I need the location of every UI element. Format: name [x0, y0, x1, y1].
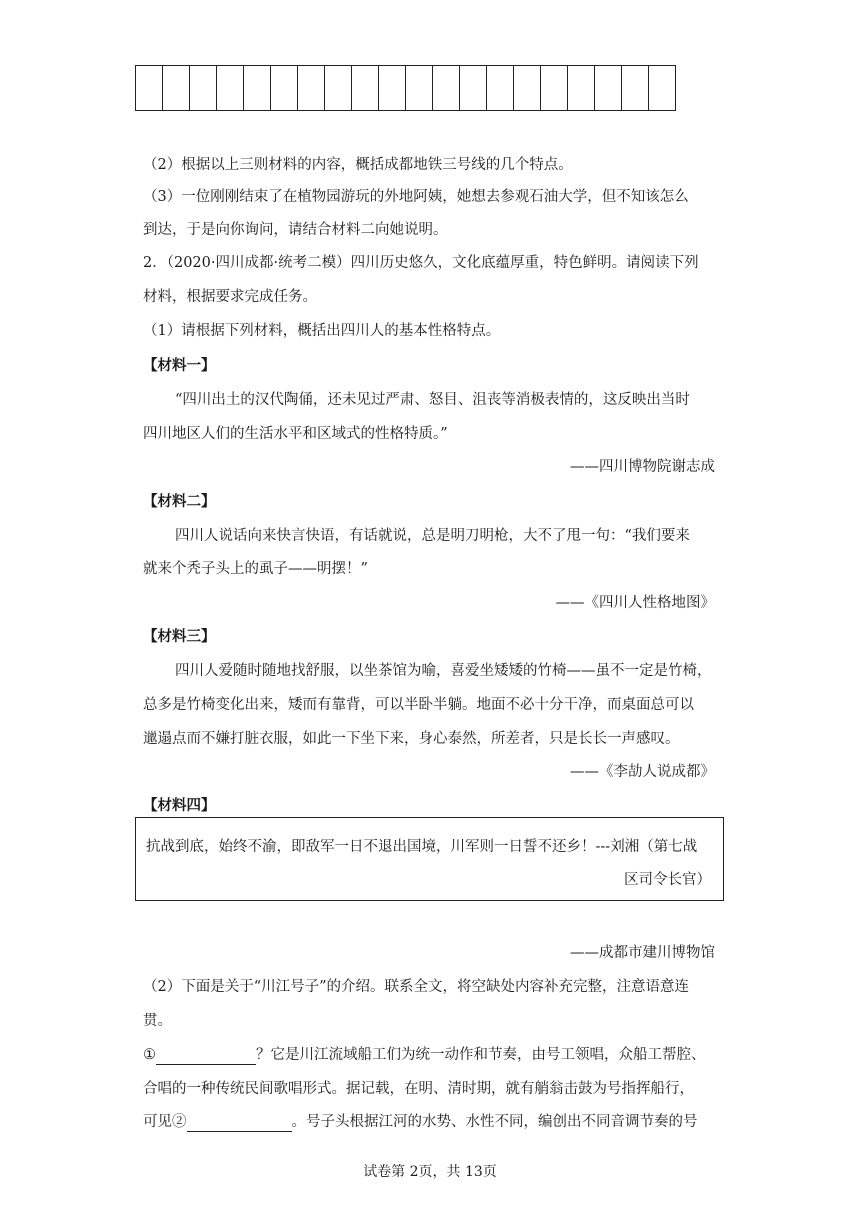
answer-grid-cell[interactable] [487, 66, 514, 110]
page-footer: 试卷第 2页，共 13页 [363, 1164, 497, 1180]
material-4-label: 【材料四】 [143, 797, 216, 814]
answer-grid-cell[interactable] [460, 66, 487, 110]
answer-grid-cell[interactable] [136, 66, 163, 110]
answer-grid-cell[interactable] [271, 66, 298, 110]
answer-grid-cell[interactable] [595, 66, 622, 110]
problem-2-question-2-line2: 贯。 [143, 1013, 172, 1029]
answer-grid-cell[interactable] [352, 66, 379, 110]
fill-blank-line2: 合唱的一种传统民间歌唱形式。据记载，在明、清时期，就有艄翁击鼓为号指挥船行， [143, 1081, 694, 1097]
material-3-line1: 四川人爱随时随地找舒服，以坐茶馆为喻，喜爱坐矮矮的竹椅——虽不一定是竹椅， [175, 663, 712, 679]
material-2-line1: 四川人说话向来快言快语，有话就说，总是明刀明枪，大不了甩一句：“我们要来 [175, 528, 690, 544]
question-3-line2: 到达，于是向你询问，请结合材料二向她说明。 [143, 222, 448, 238]
answer-grid-cell[interactable] [325, 66, 352, 110]
material-2-label: 【材料二】 [143, 493, 216, 510]
problem-2-question-2-line1: （2）下面是关于“川江号子”的介绍。联系全文，将空缺处内容补充完整，注意语意连 [143, 979, 690, 995]
answer-grid-cell[interactable] [244, 66, 271, 110]
material-3-source: ——《李劼人说成都》 [570, 764, 715, 780]
material-4-line2: 区司令长官） [624, 872, 711, 888]
material-1-line1: “四川出土的汉代陶俑，还未见过严肃、怒目、沮丧等消极表情的，这反映出当时 [175, 392, 690, 408]
answer-grid-cell[interactable] [622, 66, 649, 110]
answer-grid-cell[interactable] [433, 66, 460, 110]
answer-grid-cell[interactable] [406, 66, 433, 110]
fill-blank-line3 [143, 1112, 698, 1132]
fill-blank-2[interactable] [187, 1115, 292, 1132]
answer-grid-cell[interactable] [568, 66, 595, 110]
material-4-source: ——成都市建川博物馆 [570, 945, 715, 961]
fill-blank-1[interactable] [156, 1048, 256, 1065]
answer-grid-cell[interactable] [514, 66, 541, 110]
material-1-source: ——四川博物院谢志成 [570, 459, 715, 475]
material-1-line2: 四川地区人们的生活水平和区域式的性格特质。” [143, 426, 448, 442]
material-3-label: 【材料三】 [143, 628, 216, 645]
fill-blank-2-prefix: 可见② [143, 1114, 187, 1130]
material-2-line2: 就来个秃子头上的虱子——明摆！” [143, 561, 368, 577]
problem-2-question-1: （1）请根据下列材料，概括出四川人的基本性格特点。 [143, 323, 501, 339]
problem-2-line1: 2．（2020·四川成都·统考二模）四川历史悠久，文化底蕴厚重，特色鲜明。请阅读下列 [143, 255, 699, 271]
fill-blank-2-suffix: 。号子头根据江河的水势、水性不同，编创出不同音调节奏的号 [291, 1114, 698, 1130]
problem-2-line2: 材料，根据要求完成任务。 [143, 289, 317, 305]
question-2: （2）根据以上三则材料的内容，概括成都地铁三号线的几个特点。 [143, 157, 573, 173]
answer-grid-cell[interactable] [217, 66, 244, 110]
material-3-line2: 总多是竹椅变化出来，矮而有靠背，可以半卧半躺。地面不必十分干净，而桌面总可以 [143, 697, 694, 713]
answer-grid-cell[interactable] [190, 66, 217, 110]
material-2-source: ——《四川人性格地图》 [555, 595, 715, 611]
answer-grid-cell[interactable] [379, 66, 406, 110]
answer-grid-cell[interactable] [298, 66, 325, 110]
answer-grid [135, 65, 676, 111]
answer-grid-cell[interactable] [541, 66, 568, 110]
material-4-box [135, 817, 724, 901]
answer-grid-cell[interactable] [649, 66, 676, 110]
fill-blank-1-suffix: ？它是川江流域船工们为统一动作和节奏，由号工领唱，众船工帮腔、 [256, 1047, 706, 1063]
answer-grid-cell[interactable] [163, 66, 190, 110]
material-4-line1: 抗战到底，始终不渝，即敌军一日不退出国境，川军则一日誓不还乡！---刘湘（第七战 [146, 839, 698, 855]
fill-blank-line1 [143, 1045, 706, 1065]
question-3-line1: （3）一位刚刚结束了在植物园游玩的外地阿姨，她想去参观石油大学，但不知该怎么 [143, 189, 689, 205]
fill-blank-1-prefix: ① [143, 1047, 156, 1063]
material-1-label: 【材料一】 [143, 357, 216, 374]
material-3-line3: 邋遢点而不嫌打脏衣服，如此一下坐下来，身心泰然，所差者，只是长长一声感叹。 [143, 731, 680, 747]
